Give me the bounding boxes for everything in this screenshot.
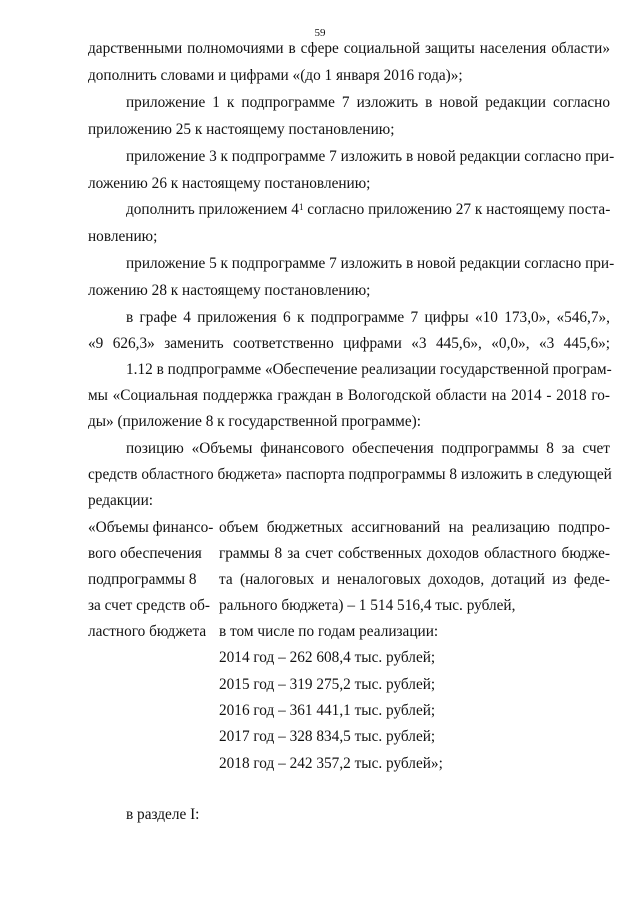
table-right-cell-line: объем бюджетных ассигнований на реализацию подпро-	[219, 519, 610, 536]
table-right-cell-line: рального бюджета) – 1 514 516,4 тыс. рублей,	[219, 597, 516, 614]
year-amount-line: 2017 год – 328 834,5 тыс. рублей;	[219, 728, 436, 745]
paragraph-line: средств областного бюджета» паспорта подпрограммы 8 изложить в следующей	[88, 466, 612, 483]
year-amount-line: 2016 год – 361 441,1 тыс. рублей;	[219, 702, 436, 719]
superscript: 1	[298, 202, 304, 212]
text-segment: дополнить приложением 4	[126, 201, 299, 218]
paragraph-line: 1.12 в подпрограмме «Обеспечение реализации государственной програм-	[126, 361, 612, 378]
paragraph-line: ложению 26 к настоящему постановлению;	[88, 175, 371, 192]
table-right-cell-line: в том числе по годам реализации:	[219, 623, 439, 640]
paragraph-line	[126, 201, 610, 219]
paragraph-line: «9 626,3» заменить соответственно цифрами «3 445,6», «0,0», «3 445,6»;	[88, 335, 610, 352]
table-left-cell-line: «Объемы финансо-	[88, 519, 214, 536]
paragraph-line: приложение 3 к подпрограмме 7 изложить в новой редакции согласно при-	[126, 148, 615, 165]
table-left-cell-line: подпрограммы 8	[88, 571, 197, 588]
paragraph-line: приложению 25 к настоящему постановлению;	[88, 121, 395, 138]
paragraph-line: ды» (приложение 8 к государственной программе):	[88, 413, 421, 430]
paragraph-line: позицию «Объемы финансового обеспечения подпрограммы 8 за счет	[126, 440, 610, 457]
paragraph-line: в графе 4 приложения 6 к подпрограмме 7 цифры «10 173,0», «546,7»,	[126, 309, 610, 326]
paragraph-line: новлению;	[88, 228, 158, 245]
paragraph-line: приложение 5 к подпрограмме 7 изложить в новой редакции согласно при-	[126, 255, 615, 272]
paragraph-line: приложение 1 к подпрограмме 7 изложить в новой редакции согласно	[126, 94, 610, 111]
year-amount-line: 2014 год – 262 608,4 тыс. рублей;	[219, 649, 436, 666]
paragraph-line: дарственными полномочиями в сфере социальной защиты населения области»	[88, 40, 610, 57]
table-right-cell-line: граммы 8 за счет собственных доходов областного бюдже-	[219, 545, 610, 562]
table-left-cell-line: ластного бюджета	[88, 623, 207, 640]
table-left-cell-line: за счет средств об-	[88, 597, 210, 614]
section-heading-line: в разделе I:	[126, 806, 200, 823]
paragraph-line: дополнить словами и цифрами «(до 1 января 2016 года)»;	[88, 67, 463, 84]
page-number: 59	[314, 27, 326, 39]
paragraph-line: редакции:	[88, 492, 154, 509]
year-amount-line: 2015 год – 319 275,2 тыс. рублей;	[219, 676, 436, 693]
text-segment: согласно приложению 27 к настоящему поста-	[303, 201, 611, 218]
paragraph-line: мы «Социальная поддержка граждан в Вологодской области на 2014 - 2018 го-	[88, 387, 610, 404]
table-left-cell-line: вого обеспечения	[88, 545, 202, 562]
year-amount-line: 2018 год – 242 357,2 тыс. рублей»;	[219, 755, 443, 772]
table-right-cell-line: та (налоговых и неналоговых доходов, дотаций из феде-	[219, 571, 610, 588]
paragraph-line: ложению 28 к настоящему постановлению;	[88, 282, 371, 299]
